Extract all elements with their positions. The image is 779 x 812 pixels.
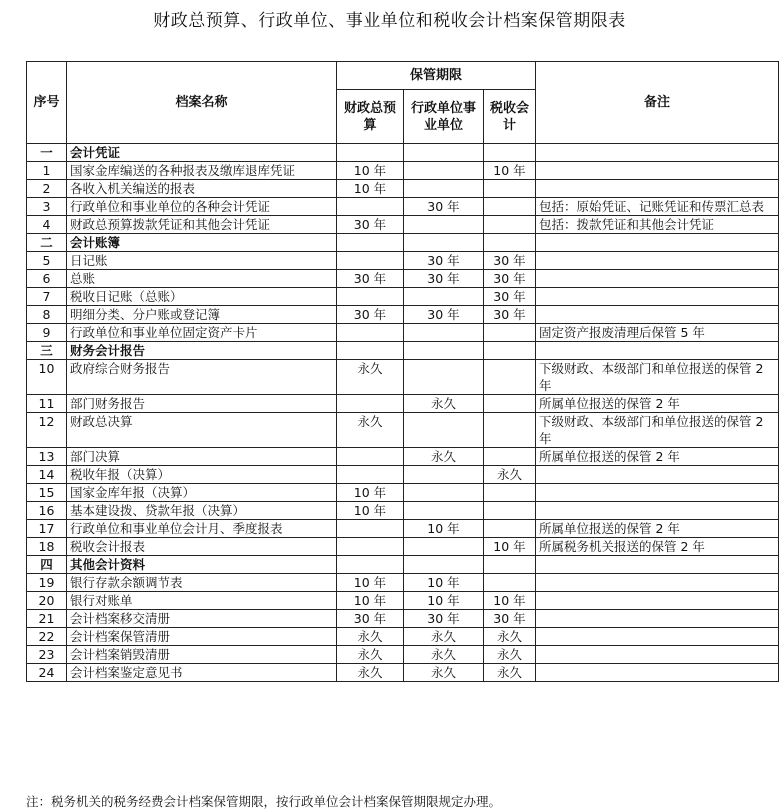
period-tax	[484, 216, 536, 234]
row-number: 5	[27, 252, 67, 270]
footnote: 注：税务机关的税务经费会计档案保管期限，按行政单位会计档案保管期限规定办理。	[26, 794, 502, 809]
table-row	[27, 664, 779, 682]
archive-name: 基本建设拨、贷款年报（决算）	[67, 502, 337, 520]
table-row	[27, 413, 779, 448]
period-admin: 30 年	[404, 252, 484, 270]
section-number: 一	[27, 144, 67, 162]
archive-name: 各收入机关编送的报表	[67, 180, 337, 198]
period-admin	[404, 413, 484, 448]
header-period: 保管期限	[337, 62, 536, 90]
table-row	[27, 592, 779, 610]
period-tax	[484, 484, 536, 502]
period-admin	[404, 484, 484, 502]
table-row	[27, 270, 779, 288]
section-row	[27, 234, 779, 252]
archive-name: 财政总预算拨款凭证和其他会计凭证	[67, 216, 337, 234]
period-fin	[337, 448, 404, 466]
remark	[536, 306, 779, 324]
remark	[536, 466, 779, 484]
row-number: 7	[27, 288, 67, 306]
row-number: 9	[27, 324, 67, 342]
archive-name: 会计档案销毁清册	[67, 646, 337, 664]
archive-name: 行政单位和事业单位的各种会计凭证	[67, 198, 337, 216]
section-title: 财务会计报告	[67, 342, 337, 360]
period-admin	[404, 538, 484, 556]
section-row	[27, 144, 779, 162]
empty-cell	[337, 556, 404, 574]
table-row	[27, 162, 779, 180]
empty-cell	[337, 144, 404, 162]
period-tax	[484, 360, 536, 395]
period-fin: 永久	[337, 628, 404, 646]
table-row	[27, 646, 779, 664]
period-fin: 30 年	[337, 306, 404, 324]
header-admin: 行政单位事业单位	[404, 90, 484, 144]
empty-cell	[536, 556, 779, 574]
empty-cell	[404, 144, 484, 162]
period-fin	[337, 198, 404, 216]
period-fin	[337, 538, 404, 556]
period-tax: 30 年	[484, 306, 536, 324]
period-fin: 永久	[337, 664, 404, 682]
row-number: 15	[27, 484, 67, 502]
section-title: 其他会计资料	[67, 556, 337, 574]
period-admin	[404, 180, 484, 198]
header-fin: 财政总预算	[337, 90, 404, 144]
remark: 下级财政、本级部门和单位报送的保管 2 年	[536, 413, 779, 448]
period-fin: 永久	[337, 360, 404, 395]
remark: 固定资产报废清理后保管 5 年	[536, 324, 779, 342]
header-seq: 序号	[27, 62, 67, 144]
period-admin: 永久	[404, 646, 484, 664]
remark	[536, 484, 779, 502]
table-row	[27, 484, 779, 502]
period-tax: 30 年	[484, 610, 536, 628]
section-row	[27, 342, 779, 360]
empty-cell	[484, 144, 536, 162]
row-number: 19	[27, 574, 67, 592]
period-tax: 30 年	[484, 270, 536, 288]
remark	[536, 162, 779, 180]
header-remark: 备注	[536, 62, 779, 144]
page-title: 财政总预算、行政单位、事业单位和税收会计档案保管期限表	[153, 11, 626, 31]
archive-name: 国家金库年报（决算）	[67, 484, 337, 502]
row-number: 22	[27, 628, 67, 646]
period-tax	[484, 324, 536, 342]
archive-name: 银行存款余额调节表	[67, 574, 337, 592]
period-fin	[337, 252, 404, 270]
table-row	[27, 628, 779, 646]
period-admin: 10 年	[404, 574, 484, 592]
remark	[536, 664, 779, 682]
remark: 所属税务机关报送的保管 2 年	[536, 538, 779, 556]
archive-name: 政府综合财务报告	[67, 360, 337, 395]
period-fin	[337, 520, 404, 538]
section-number: 三	[27, 342, 67, 360]
table-row	[27, 448, 779, 466]
period-admin: 10 年	[404, 592, 484, 610]
table-row	[27, 360, 779, 395]
period-tax	[484, 502, 536, 520]
empty-cell	[484, 234, 536, 252]
period-tax: 10 年	[484, 538, 536, 556]
row-number: 6	[27, 270, 67, 288]
row-number: 20	[27, 592, 67, 610]
archive-name: 税收年报（决算）	[67, 466, 337, 484]
row-number: 3	[27, 198, 67, 216]
row-number: 14	[27, 466, 67, 484]
archive-name: 银行对账单	[67, 592, 337, 610]
period-tax: 永久	[484, 466, 536, 484]
period-admin: 永久	[404, 664, 484, 682]
period-fin: 10 年	[337, 162, 404, 180]
table-row	[27, 198, 779, 216]
period-fin: 10 年	[337, 484, 404, 502]
empty-cell	[337, 234, 404, 252]
table-row	[27, 610, 779, 628]
period-tax: 永久	[484, 628, 536, 646]
remark: 所属单位报送的保管 2 年	[536, 395, 779, 413]
empty-cell	[484, 342, 536, 360]
period-admin	[404, 216, 484, 234]
period-tax	[484, 198, 536, 216]
period-tax: 永久	[484, 664, 536, 682]
period-tax	[484, 448, 536, 466]
row-number: 4	[27, 216, 67, 234]
period-admin: 30 年	[404, 306, 484, 324]
retention-table	[26, 61, 779, 682]
row-number: 17	[27, 520, 67, 538]
period-admin	[404, 162, 484, 180]
remark: 下级财政、本级部门和单位报送的保管 2 年	[536, 360, 779, 395]
row-number: 1	[27, 162, 67, 180]
period-fin: 10 年	[337, 574, 404, 592]
row-number: 24	[27, 664, 67, 682]
section-number: 四	[27, 556, 67, 574]
table-row	[27, 288, 779, 306]
period-admin	[404, 466, 484, 484]
period-tax: 30 年	[484, 288, 536, 306]
archive-name: 部门财务报告	[67, 395, 337, 413]
period-admin	[404, 502, 484, 520]
remark	[536, 592, 779, 610]
archive-name: 国家金库编送的各种报表及缴库退库凭证	[67, 162, 337, 180]
header-tax: 税收会计	[484, 90, 536, 144]
remark: 包括：拨款凭证和其他会计凭证	[536, 216, 779, 234]
period-fin	[337, 324, 404, 342]
archive-name: 会计档案鉴定意见书	[67, 664, 337, 682]
remark	[536, 180, 779, 198]
archive-name: 行政单位和事业单位会计月、季度报表	[67, 520, 337, 538]
archive-name: 会计档案保管清册	[67, 628, 337, 646]
archive-name: 行政单位和事业单位固定资产卡片	[67, 324, 337, 342]
row-number: 12	[27, 413, 67, 448]
header-name: 档案名称	[67, 62, 337, 144]
period-admin: 10 年	[404, 520, 484, 538]
period-tax	[484, 520, 536, 538]
period-fin: 30 年	[337, 216, 404, 234]
table-row	[27, 216, 779, 234]
table-row	[27, 502, 779, 520]
remark: 所属单位报送的保管 2 年	[536, 520, 779, 538]
period-tax	[484, 395, 536, 413]
period-fin: 10 年	[337, 592, 404, 610]
period-fin	[337, 395, 404, 413]
period-tax	[484, 180, 536, 198]
remark: 包括：原始凭证、记账凭证和传票汇总表	[536, 198, 779, 216]
row-number: 16	[27, 502, 67, 520]
remark	[536, 502, 779, 520]
table-row	[27, 520, 779, 538]
row-number: 23	[27, 646, 67, 664]
empty-cell	[404, 342, 484, 360]
empty-cell	[536, 234, 779, 252]
table-row	[27, 306, 779, 324]
period-admin: 永久	[404, 628, 484, 646]
archive-name: 总账	[67, 270, 337, 288]
period-fin: 10 年	[337, 180, 404, 198]
archive-name: 财政总决算	[67, 413, 337, 448]
table-row	[27, 466, 779, 484]
section-title: 会计账簿	[67, 234, 337, 252]
row-number: 10	[27, 360, 67, 395]
period-fin	[337, 288, 404, 306]
period-tax: 10 年	[484, 162, 536, 180]
table-row	[27, 324, 779, 342]
section-title: 会计凭证	[67, 144, 337, 162]
row-number: 18	[27, 538, 67, 556]
period-fin: 30 年	[337, 610, 404, 628]
remark: 所属单位报送的保管 2 年	[536, 448, 779, 466]
remark	[536, 574, 779, 592]
period-tax: 10 年	[484, 592, 536, 610]
table-row	[27, 252, 779, 270]
remark	[536, 610, 779, 628]
period-admin: 永久	[404, 448, 484, 466]
table-row	[27, 395, 779, 413]
empty-cell	[404, 556, 484, 574]
archive-name: 税收会计报表	[67, 538, 337, 556]
row-number: 13	[27, 448, 67, 466]
period-fin: 10 年	[337, 502, 404, 520]
remark	[536, 270, 779, 288]
table-row	[27, 538, 779, 556]
empty-cell	[404, 234, 484, 252]
period-admin	[404, 288, 484, 306]
section-number: 二	[27, 234, 67, 252]
period-tax: 永久	[484, 646, 536, 664]
remark	[536, 646, 779, 664]
table-row	[27, 574, 779, 592]
period-admin: 永久	[404, 395, 484, 413]
row-number: 8	[27, 306, 67, 324]
period-admin	[404, 324, 484, 342]
archive-name: 税收日记账（总账）	[67, 288, 337, 306]
archive-name: 会计档案移交清册	[67, 610, 337, 628]
period-admin: 30 年	[404, 610, 484, 628]
empty-cell	[536, 144, 779, 162]
table-row	[27, 180, 779, 198]
period-fin: 永久	[337, 413, 404, 448]
row-number: 21	[27, 610, 67, 628]
empty-cell	[536, 342, 779, 360]
period-admin: 30 年	[404, 198, 484, 216]
row-number: 11	[27, 395, 67, 413]
empty-cell	[484, 556, 536, 574]
period-admin: 30 年	[404, 270, 484, 288]
period-tax	[484, 413, 536, 448]
empty-cell	[337, 342, 404, 360]
archive-name: 日记账	[67, 252, 337, 270]
remark	[536, 252, 779, 270]
row-number: 2	[27, 180, 67, 198]
remark	[536, 628, 779, 646]
section-row	[27, 556, 779, 574]
period-fin: 30 年	[337, 270, 404, 288]
period-tax: 30 年	[484, 252, 536, 270]
archive-name: 部门决算	[67, 448, 337, 466]
period-fin	[337, 466, 404, 484]
period-fin: 永久	[337, 646, 404, 664]
table-body	[27, 144, 779, 682]
period-admin	[404, 360, 484, 395]
archive-name: 明细分类、分户账或登记簿	[67, 306, 337, 324]
period-tax	[484, 574, 536, 592]
remark	[536, 288, 779, 306]
